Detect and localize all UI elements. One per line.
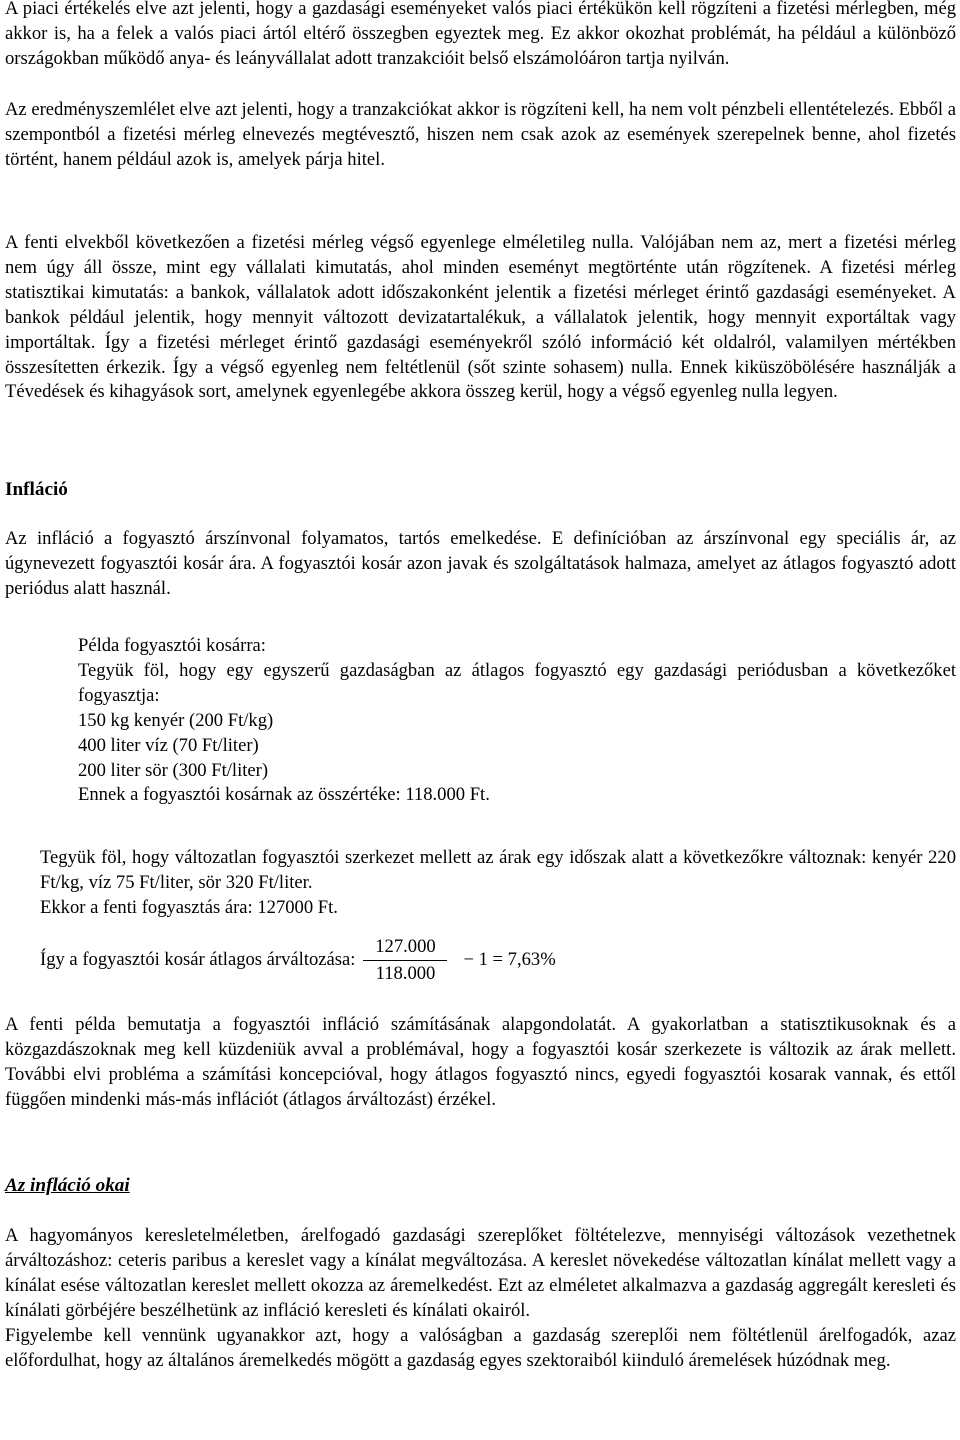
paragraph-keresletelmelet: A hagyományos keresletelméletben, árelfogadó gazdasági szereplőket föltételezve, mennyiségi változások vezethetnek árváltozáshoz: ceteris paribus a kereslet vagy a kínálat megváltozása. A kereslet növekedése változatlan kínálat mellett vagy a kínálat esése változatlan kereslet mellett okozza az áremelkedést. Ezt az elméletet alkalmazva a gazdaság aggregált keresleti és kínálati görbéjére beszélhetünk az infláció keresleti és kínálati okairól. [5, 1225, 956, 1321]
formula-label: Így a fogyasztói kosár átlagos árváltozása: [40, 949, 356, 970]
example-total: Ennek a fogyasztói kosárnak az összértéke: 118.000 Ft. [78, 784, 490, 806]
formula-denominator: 118.000 [375, 962, 436, 984]
paragraph-inflacio-definicio: Az infláció a fogyasztó árszínvonal folyamatos, tartós emelkedése. E definícióban az árszínvonal egy speciális ár, az úgynevezett fogyasztói kosár ára. A fogyasztói kosár azon javak és szolgáltatások halmaza, amelyet az átlagos fogyasztó adott periódus alatt használ. [5, 528, 956, 599]
paragraph-arelfogadok: Figyelembe kell vennünk ugyanakkor azt, hogy a valóságban a gazdaság szereplői nem föltétlenül árelfogadók, azaz előfordulhat, hogy az általános áremelkedés mögött a gazdaság egyes szektoraiból kiinduló áremelések húzódnak meg. [5, 1324, 956, 1371]
inflacio-okai-block [5, 1224, 956, 1373]
price-change-block [40, 846, 956, 921]
formula-numerator: 127.000 [375, 935, 436, 957]
paragraph-eredmenyszemlelet: Az eredményszemlélet elve azt jelenti, hogy a tranzakciókat akkor is rögzíteni kell, ha nem volt pénzbeli ellentételezés. Ebből a szempontból a fizetési mérleg elnevezés megtévesztő, hiszen nem csak azok az események szerepelnek benne, ahol fizetés történt, hanem például azok is, amelyek párja hitel. [5, 99, 956, 170]
paragraph-fogyasztas-ara: Ekkor a fenti fogyasztás ára: 127000 Ft. [40, 896, 338, 918]
example-item: 150 kg kenyér (200 Ft/kg) [78, 709, 274, 731]
example-intro: Tegyük föl, hogy egy egyszerű gazdaságban az átlagos fogyasztó egy gazdasági periódusban a következőket fogyasztja: [78, 659, 956, 706]
paragraph-vegso-egyenleg: A fenti elvekből következően a fizetési mérleg végső egyenlege elméletileg nulla. Valójában nem az, mert a fizetési mérleg nem úgy áll össze, mint egy vállalati kimutatás, ahol minden eseményt megtörténte után rögzítenek. A fizetési mérleg statisztikai kimutatás: a bankok, vállalatok adott időszakonként jelentik a fizetési mérleget érintő gazdasági eseményeket. A bankok például jelentik, hogy mennyit változott devizatartalékuk, a vállalatok jelentik, hogy mennyit exportáltak vagy importáltak. Így a fizetési mérleget érintő gazdasági eseményekről szóló információ két oldalról, valamilyen mértékben összesítetten érkezik. Így a végső egyenleg nem feltétlenül (sőt szinte sohasem) nulla. Ennek kiküszöbölésére használják a Tévedések és kihagyások sort, amelynek egyenlegébe akkora összeg kerül, hogy a végső egyenleg nulla legyen. [5, 232, 956, 403]
example-item: 400 liter víz (70 Ft/liter) [78, 734, 259, 756]
heading-inflacio-okai: Az infláció okai [5, 1175, 130, 1196]
example-item: 200 liter sör (300 Ft/liter) [78, 759, 269, 781]
formula-result: − 1 = 7,63% [463, 949, 556, 970]
formula [40, 928, 556, 992]
heading-inflacio: Infláció [5, 479, 68, 500]
formula-fraction [363, 934, 447, 987]
paragraph-piaci-ertekeles: A piaci értékelés elve azt jelenti, hogy a gazdasági eseményeket valós piaci értékükön kell rögzíteni a fizetési mérlegben, még akkor is, ha a felek a valós piaci ártól eltérő összegben egyeztek meg. Ez akkor okozhat problémát, ha például a különböző országokban működő anya- és leányvállalat adott tranzakcióit belső elszámolóáron tartja nyilván. [5, 0, 956, 69]
example-title: Példa fogyasztói kosárra: [78, 635, 266, 656]
example-block [78, 634, 956, 808]
paragraph-pelda-bemutatja: A fenti példa bemutatja a fogyasztói infláció számításának alapgondolatát. A gyakorlatban a statisztikusoknak és a közgazdászoknak meg kell küzdeniük avval a problémával, hogy a fogyasztói kosár szerkezete is változik az árak mellett. További elvi probléma a számítási koncepcióval, hogy átlagos fogyasztó nincs, egyedi fogyasztói kosarak vannak, és ettől függően mindenki más-más inflációt (átlagos árváltozást) érzékel. [5, 1014, 956, 1110]
paragraph-arvaltozas: Tegyük föl, hogy változatlan fogyasztói szerkezet mellett az árak egy időszak alatt a következőkre változnak: kenyér 220 Ft/kg, víz 75 Ft/liter, sör 320 Ft/liter. [40, 847, 956, 893]
